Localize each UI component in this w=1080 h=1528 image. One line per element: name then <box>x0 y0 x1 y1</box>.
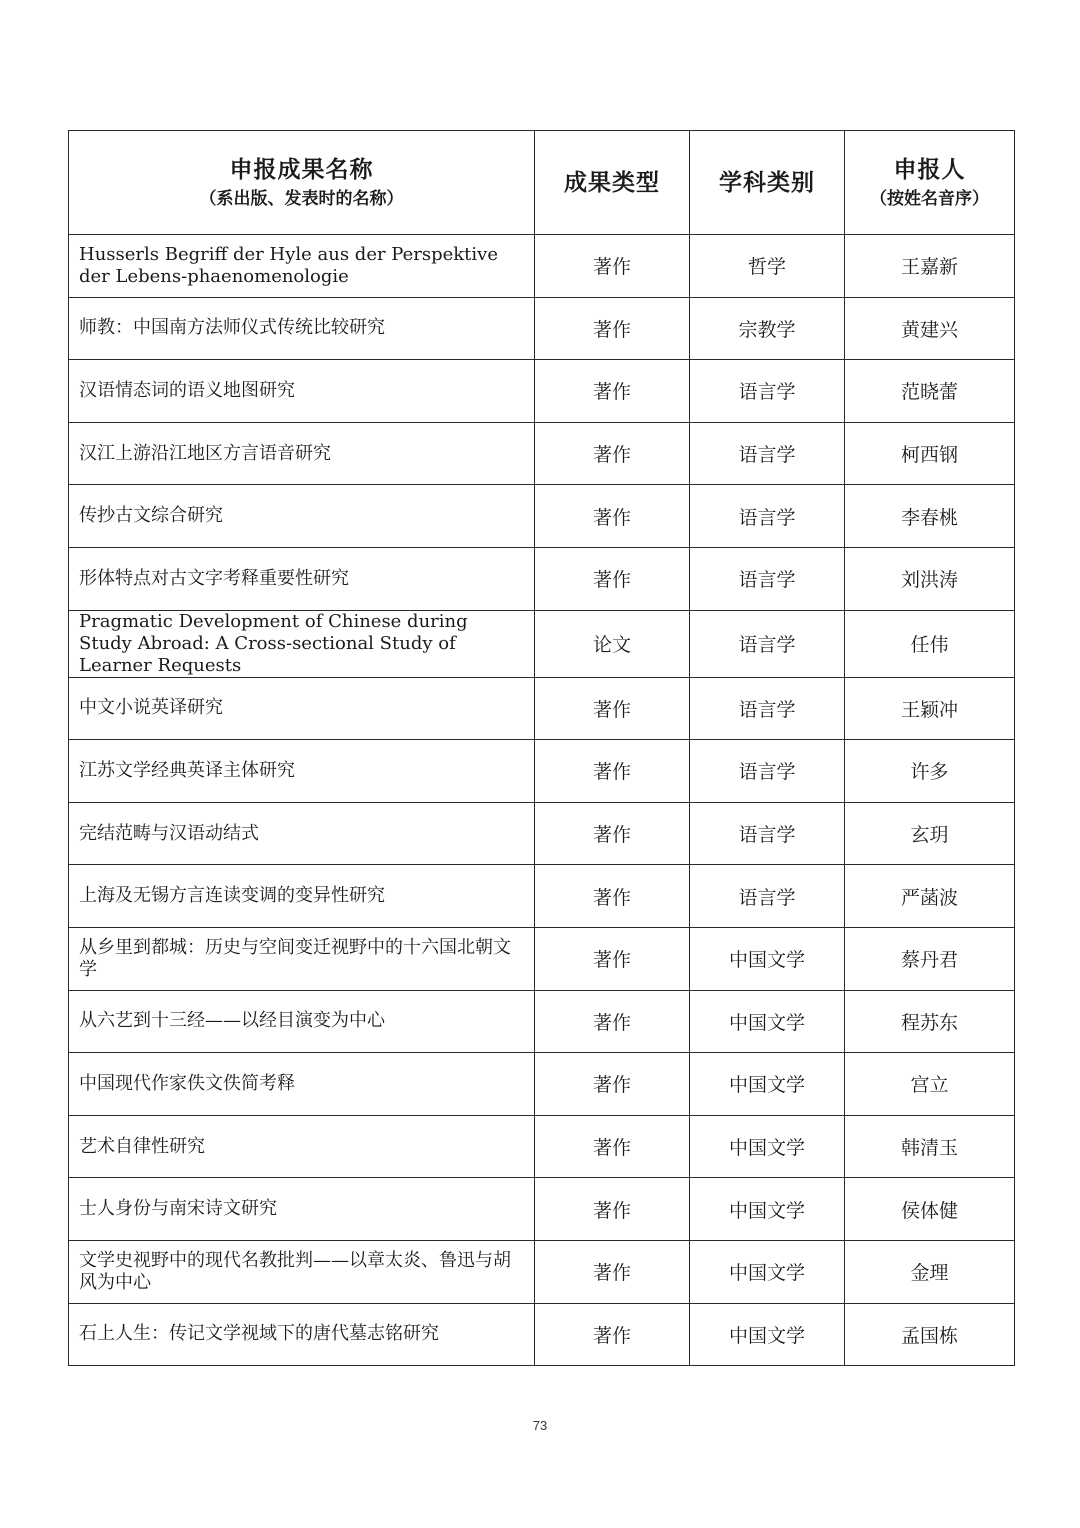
cell-type: 著作 <box>535 927 690 990</box>
cell-title: 汉江上游沿江地区方言语音研究 <box>69 422 535 485</box>
cell-type: 著作 <box>535 422 690 485</box>
cell-applicant: 柯西钢 <box>845 422 1015 485</box>
table-row <box>69 802 1015 865</box>
cell-type: 论文 <box>535 610 690 677</box>
cell-applicant: 黄建兴 <box>845 297 1015 360</box>
cell-discipline: 哲学 <box>690 235 845 298</box>
table-row <box>69 610 1015 677</box>
cell-title: 汉语情态词的语义地图研究 <box>69 360 535 423</box>
header-applicant-sub: （按姓名音序） <box>870 188 989 209</box>
cell-applicant: 韩清玉 <box>845 1115 1015 1178</box>
table-row <box>69 677 1015 740</box>
cell-title: 形体特点对古文字考释重要性研究 <box>69 547 535 610</box>
cell-type: 著作 <box>535 547 690 610</box>
table-row <box>69 1053 1015 1116</box>
cell-title: 文学史视野中的现代名教批判——以章太炎、鲁迅与胡风为中心 <box>69 1240 535 1303</box>
cell-discipline: 语言学 <box>690 610 845 677</box>
cell-title: Pragmatic Development of Chinese during Study Abroad: A Cross-sectional Study of Learner Requests <box>69 610 535 677</box>
cell-type: 著作 <box>535 677 690 740</box>
cell-applicant: 孟国栋 <box>845 1303 1015 1366</box>
cell-title: 中国现代作家佚文佚简考释 <box>69 1053 535 1116</box>
table-row <box>69 547 1015 610</box>
table-row <box>69 1303 1015 1366</box>
table-row <box>69 297 1015 360</box>
page-number: 73 <box>532 1418 548 1433</box>
cell-type: 著作 <box>535 1053 690 1116</box>
cell-title: Husserls Begriff der Hyle aus der Perspektive der Lebens-phaenomenologie <box>69 235 535 298</box>
cell-title: 上海及无锡方言连读变调的变异性研究 <box>69 865 535 928</box>
cell-applicant: 程苏东 <box>845 990 1015 1053</box>
cell-discipline: 语言学 <box>690 485 845 548</box>
cell-discipline: 宗教学 <box>690 297 845 360</box>
header-type: 成果类型 <box>535 131 690 235</box>
cell-title: 士人身份与南宋诗文研究 <box>69 1178 535 1241</box>
cell-type: 著作 <box>535 485 690 548</box>
cell-applicant: 严菡波 <box>845 865 1015 928</box>
cell-type: 著作 <box>535 1240 690 1303</box>
cell-title: 江苏文学经典英译主体研究 <box>69 740 535 803</box>
cell-type: 著作 <box>535 1303 690 1366</box>
cell-applicant: 金理 <box>845 1240 1015 1303</box>
cell-title: 传抄古文综合研究 <box>69 485 535 548</box>
cell-discipline: 语言学 <box>690 422 845 485</box>
cell-discipline: 中国文学 <box>690 1115 845 1178</box>
cell-applicant: 许多 <box>845 740 1015 803</box>
cell-discipline: 中国文学 <box>690 1240 845 1303</box>
cell-type: 著作 <box>535 1115 690 1178</box>
header-title-main: 申报成果名称 <box>229 155 374 183</box>
cell-applicant: 范晓蕾 <box>845 360 1015 423</box>
cell-title: 石上人生：传记文学视域下的唐代墓志铭研究 <box>69 1303 535 1366</box>
cell-discipline: 中国文学 <box>690 927 845 990</box>
cell-applicant: 李春桃 <box>845 485 1015 548</box>
table-row <box>69 990 1015 1053</box>
cell-applicant: 蔡丹君 <box>845 927 1015 990</box>
cell-discipline: 语言学 <box>690 802 845 865</box>
cell-discipline: 语言学 <box>690 547 845 610</box>
table-row <box>69 865 1015 928</box>
cell-applicant: 王颖冲 <box>845 677 1015 740</box>
cell-title: 中文小说英译研究 <box>69 677 535 740</box>
table-row <box>69 1240 1015 1303</box>
cell-discipline: 中国文学 <box>690 1303 845 1366</box>
header-discipline: 学科类别 <box>690 131 845 235</box>
cell-title: 艺术自律性研究 <box>69 1115 535 1178</box>
table-body <box>69 235 1015 1366</box>
cell-applicant: 宫立 <box>845 1053 1015 1116</box>
cell-applicant: 侯体健 <box>845 1178 1015 1241</box>
cell-type: 著作 <box>535 990 690 1053</box>
cell-discipline: 中国文学 <box>690 1178 845 1241</box>
cell-applicant: 任伟 <box>845 610 1015 677</box>
cell-title: 完结范畴与汉语动结式 <box>69 802 535 865</box>
cell-discipline: 语言学 <box>690 740 845 803</box>
cell-discipline: 中国文学 <box>690 990 845 1053</box>
cell-applicant: 王嘉新 <box>845 235 1015 298</box>
table-row <box>69 1178 1015 1241</box>
table-row <box>69 360 1015 423</box>
header-applicant <box>845 131 1015 235</box>
cell-type: 著作 <box>535 235 690 298</box>
cell-type: 著作 <box>535 802 690 865</box>
awards-table <box>68 130 1015 1366</box>
cell-applicant: 玄玥 <box>845 802 1015 865</box>
header-title <box>69 131 535 235</box>
cell-title: 师教：中国南方法师仪式传统比较研究 <box>69 297 535 360</box>
table-row <box>69 485 1015 548</box>
table-row <box>69 1115 1015 1178</box>
table-row <box>69 927 1015 990</box>
cell-title: 从乡里到都城：历史与空间变迁视野中的十六国北朝文学 <box>69 927 535 990</box>
cell-type: 著作 <box>535 865 690 928</box>
cell-type: 著作 <box>535 740 690 803</box>
table-row <box>69 235 1015 298</box>
header-applicant-main: 申报人 <box>893 155 966 183</box>
table-row <box>69 740 1015 803</box>
cell-applicant: 刘洪涛 <box>845 547 1015 610</box>
cell-discipline: 中国文学 <box>690 1053 845 1116</box>
cell-type: 著作 <box>535 1178 690 1241</box>
cell-type: 著作 <box>535 297 690 360</box>
cell-discipline: 语言学 <box>690 865 845 928</box>
header-title-sub: （系出版、发表时的名称） <box>199 188 404 209</box>
cell-title: 从六艺到十三经——以经目演变为中心 <box>69 990 535 1053</box>
cell-discipline: 语言学 <box>690 360 845 423</box>
table-header-row <box>69 131 1015 235</box>
cell-type: 著作 <box>535 360 690 423</box>
cell-discipline: 语言学 <box>690 677 845 740</box>
table-row <box>69 422 1015 485</box>
